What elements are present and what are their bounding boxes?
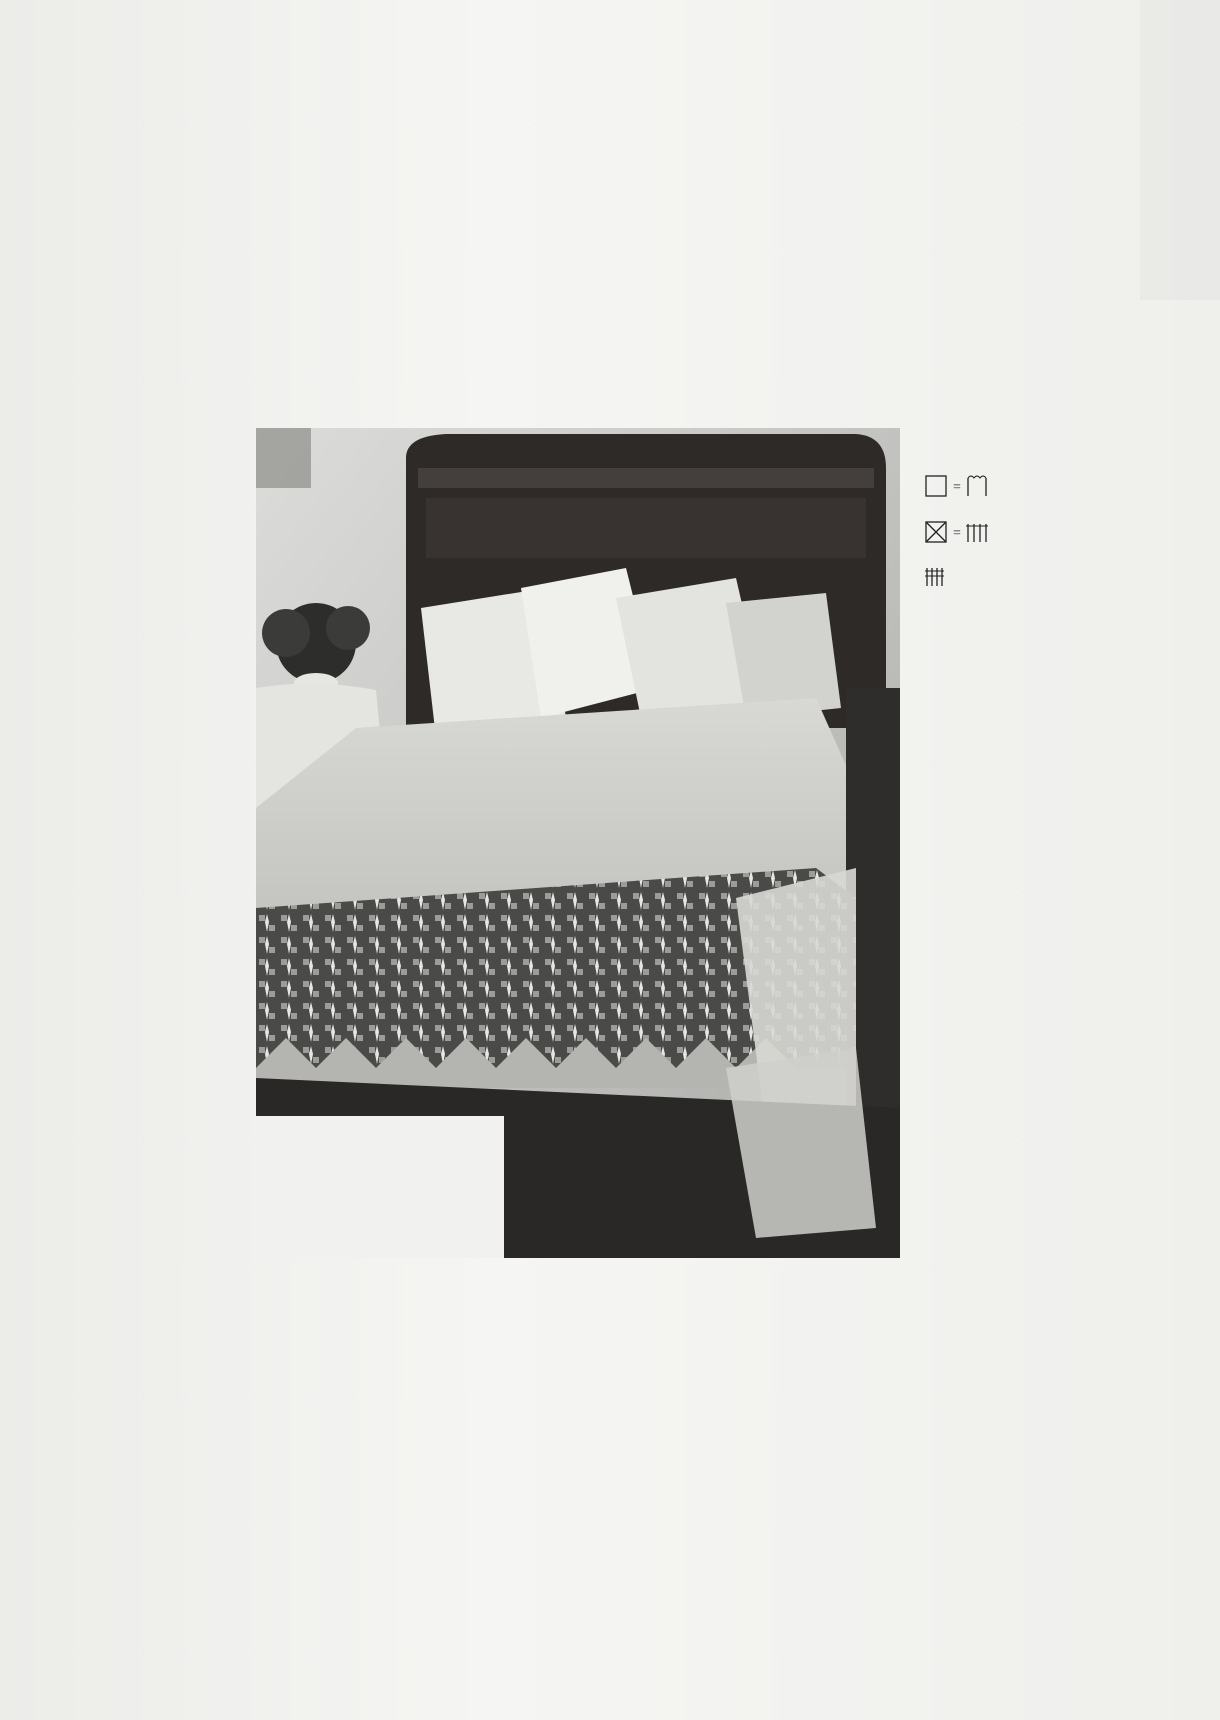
increase-stitch-icon xyxy=(924,564,950,680)
svg-text:=: = xyxy=(953,526,961,541)
legend xyxy=(924,454,1186,680)
inner-strip-grid xyxy=(36,14,998,426)
legend-increase-note xyxy=(924,564,1186,680)
svg-text:=: = xyxy=(953,480,961,495)
open-mesh-square-icon xyxy=(924,472,1034,502)
bedspread-photo xyxy=(256,428,900,1258)
legend-row-filled xyxy=(924,518,1186,548)
legend-row-open xyxy=(924,472,1186,502)
bedspread-photo-image xyxy=(256,428,900,1258)
bleed-through-right xyxy=(1140,0,1220,300)
filled-mesh-square-icon xyxy=(924,518,1034,548)
inner-strip-chart xyxy=(36,14,998,426)
